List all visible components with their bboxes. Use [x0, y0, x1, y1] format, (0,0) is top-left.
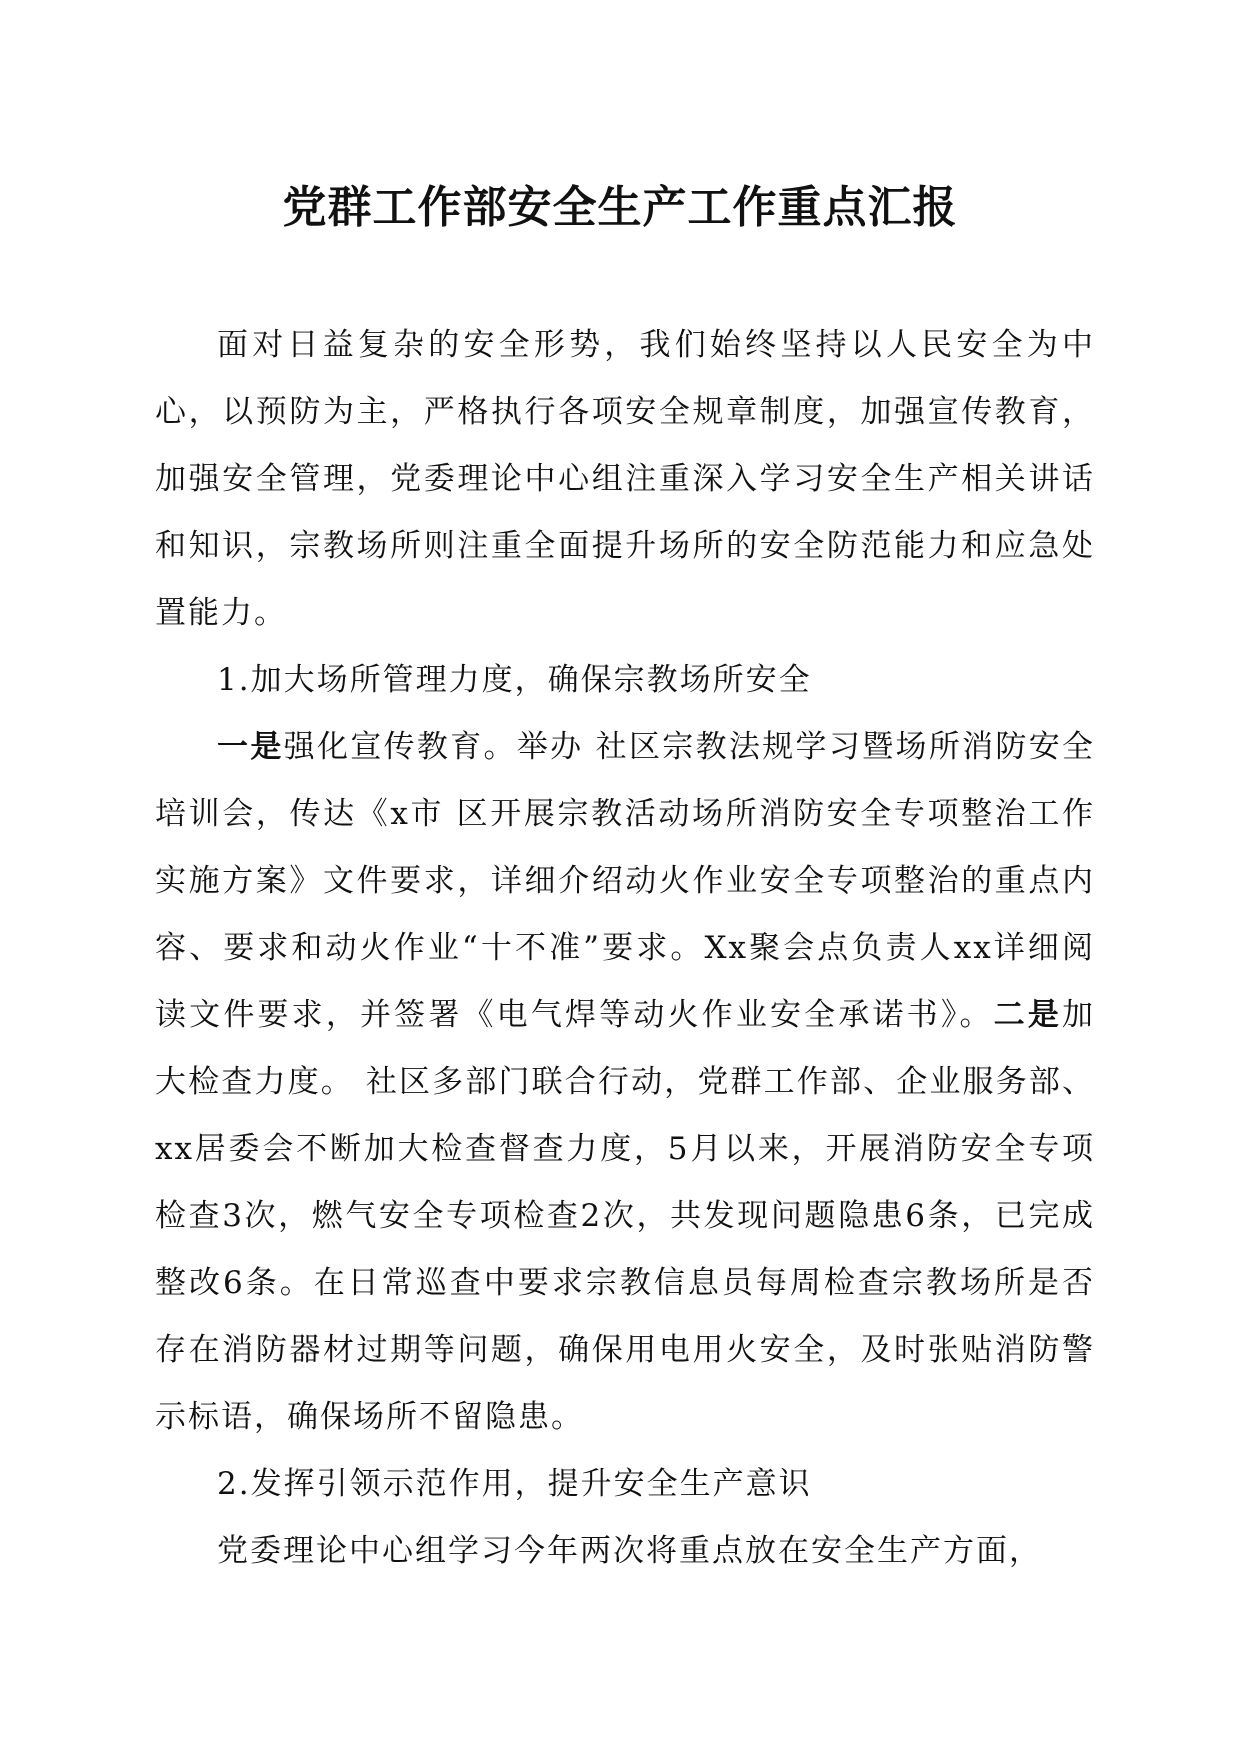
- section2-heading: 2.发挥引领示范作用，提升安全生产意识: [217, 1466, 812, 1502]
- point1-label: 一是: [217, 729, 284, 765]
- section2-paragraph: 党委理论中心组学习今年两次将重点放在安全生产方面，: [217, 1533, 1042, 1569]
- point2-text: 加大检查力度。 社区多部门联合行动，党群工作部、企业服务部、xx居委会不断加大检查督查力度，5月以来，开展消防安全专项检查3次，燃气安全专项检查2次，共发现问题隐患6条，已完成整改6条。在日常巡查中要求宗教信息员每周检查宗教场所是否存在消防器材过期等问题，确保用电用火安全，及时张贴消防警示标语，确保场所不留隐患。: [155, 997, 1096, 1435]
- point1-text: 强化宣传教育。举办 社区宗教法规学习暨场所消防安全培训会，传达《x市 区开展宗教活动场所消防安全专项整治工作实施方案》文件要求，详细介绍动火作业安全专项整治的重点内容、要求和动火作业“十不准”要求。Xx聚会点负责人xx详细阅读文件要求，并签署《电气焊等动火作业安全承诺书》。: [155, 729, 1096, 1033]
- document-body: [155, 312, 1095, 1585]
- section1-heading: 1.加大场所管理力度，确保宗教场所安全: [217, 662, 812, 698]
- point2-label: 二是: [993, 997, 1063, 1033]
- section1-paragraph: [155, 714, 1095, 1451]
- document-title: 党群工作部安全生产工作重点汇报: [282, 182, 958, 233]
- intro-paragraph: 面对日益复杂的安全形势，我们始终坚持以人民安全为中心，以预防为主，严格执行各项安全规章制度，加强宣传教育，加强安全管理，党委理论中心组注重深入学习安全生产相关讲话和知识，宗教场所则注重全面提升场所的安全防范能力和应急处置能力。: [155, 327, 1095, 631]
